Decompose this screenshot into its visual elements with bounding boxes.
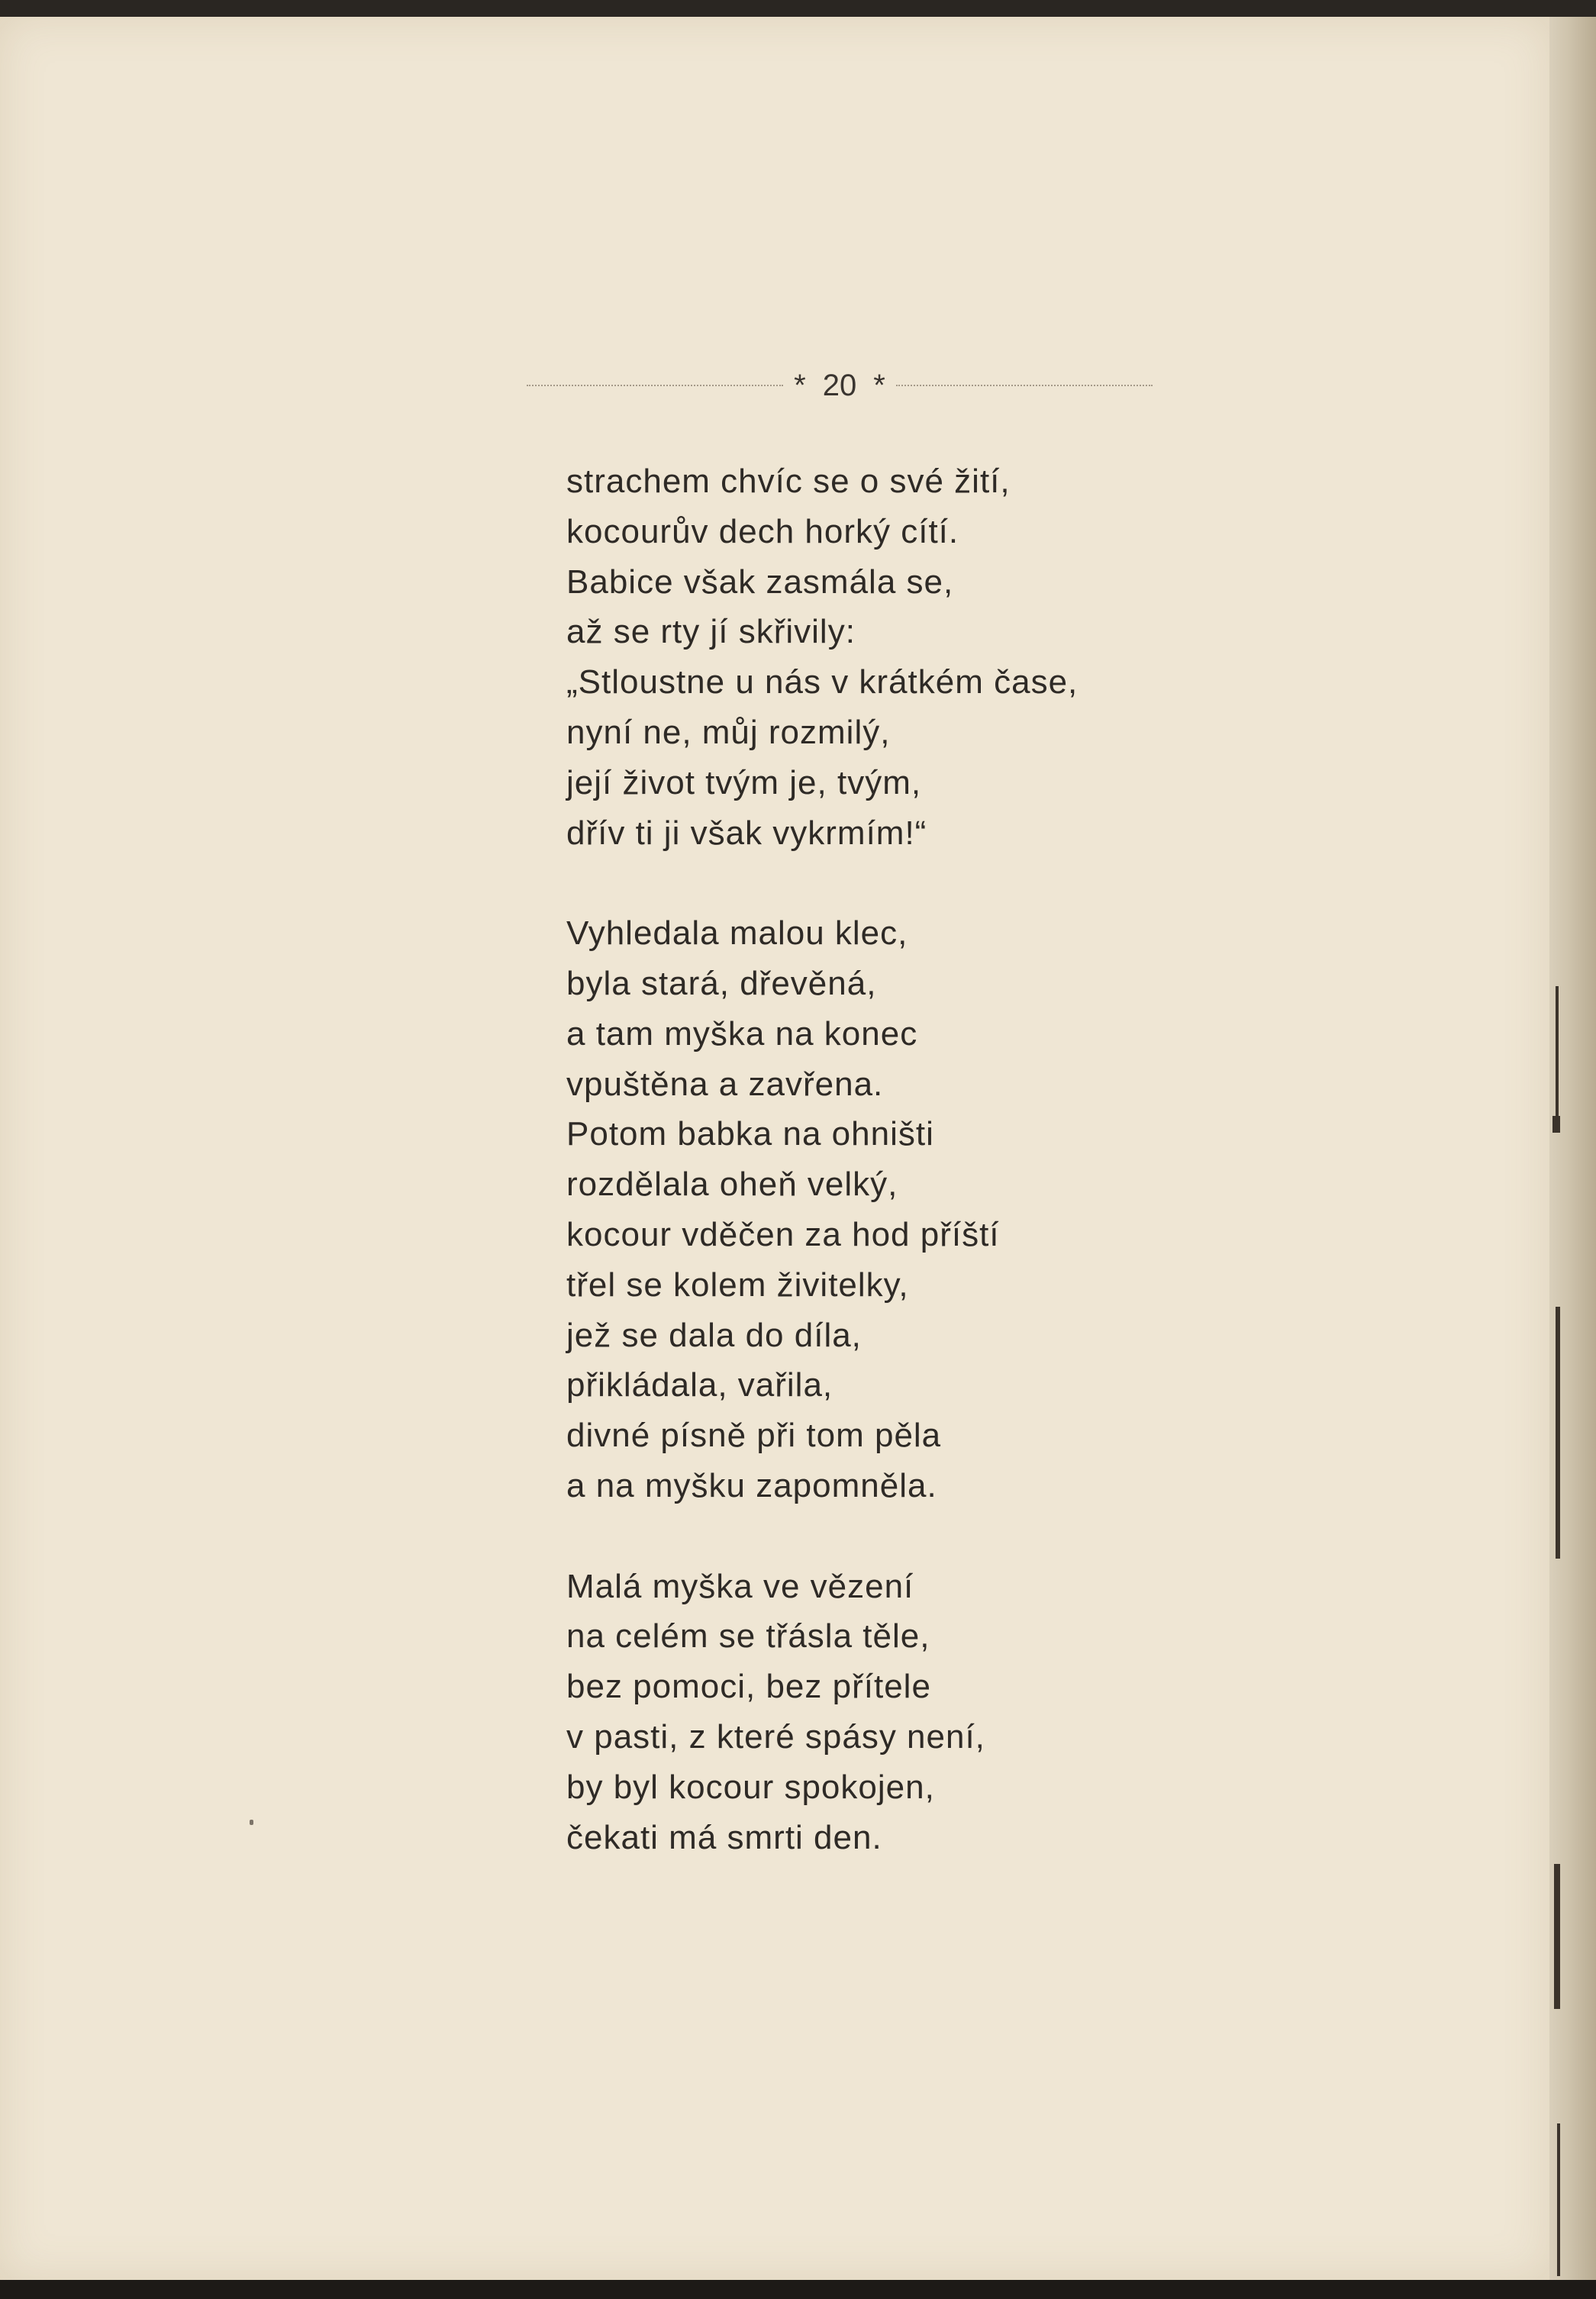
poem-line: na celém se třásla těle,	[566, 1617, 930, 1656]
edge-mark	[1556, 1307, 1560, 1559]
edge-mark	[1557, 2123, 1560, 2276]
poem-line: Malá myška ve vězení	[566, 1567, 914, 1605]
poem-body	[566, 456, 1467, 1862]
header-rule-left	[527, 385, 783, 386]
poem-line: jež se dala do díla,	[566, 1316, 862, 1354]
poem-line: Potom babka na ohništi	[566, 1115, 934, 1153]
poem-line: Vyhledala malou klec,	[566, 914, 908, 953]
scan-border	[0, 2280, 1596, 2299]
edge-mark	[1556, 986, 1559, 1116]
poem-line: čekati má smrti den.	[566, 1818, 882, 1856]
poem-line: strachem chvíc se o své žití,	[566, 463, 1011, 500]
poem-line: Babice však zasmála se,	[566, 563, 954, 601]
poem-line: kocourův dech horký cítí.	[566, 512, 959, 550]
page-header	[527, 366, 1153, 405]
poem-line: dřív ti ji však vykrmím!“	[566, 814, 927, 852]
poem-line: její život tvým je, tvým,	[566, 763, 922, 801]
poem-line: a na myšku zapomněla.	[566, 1466, 937, 1504]
poem-line: bez pomoci, bez přítele	[566, 1668, 931, 1706]
page-number-group	[783, 369, 896, 403]
page-number: 20	[822, 368, 857, 402]
poem-line: divné písně při tom pěla	[566, 1417, 942, 1455]
poem-line: až se rty jí skřivily:	[566, 613, 856, 651]
poem-line: rozdělala oheň velký,	[566, 1166, 898, 1204]
poem-line: přikládala, vařila,	[566, 1366, 833, 1404]
stanza	[566, 456, 1467, 858]
poem-line: třel se kolem živitelky,	[566, 1266, 909, 1304]
header-rule-right	[896, 385, 1153, 386]
poem-line: kocour vděčen za hod příští	[566, 1215, 1000, 1253]
poem-line: a tam myška na konec	[566, 1014, 918, 1053]
paper-speck	[250, 1820, 253, 1825]
poem-line: „Stloustne u nás v krátkém čase,	[566, 663, 1079, 701]
poem-line: byla stará, dřevěná,	[566, 964, 877, 1002]
stanza	[566, 1562, 1467, 1863]
ornament-right: *	[873, 368, 885, 402]
stanza	[566, 908, 1467, 1511]
poem-line: nyní ne, můj rozmilý,	[566, 713, 891, 751]
edge-mark	[1554, 1864, 1560, 2009]
poem-line: v pasti, z které spásy není,	[566, 1717, 985, 1756]
poem-line: vpuštěna a zavřena.	[566, 1065, 884, 1103]
ornament-left: *	[794, 368, 806, 402]
edge-mark	[1552, 1116, 1560, 1133]
page-edge	[1549, 17, 1596, 2280]
poem-line: by byl kocour spokojen,	[566, 1768, 935, 1806]
